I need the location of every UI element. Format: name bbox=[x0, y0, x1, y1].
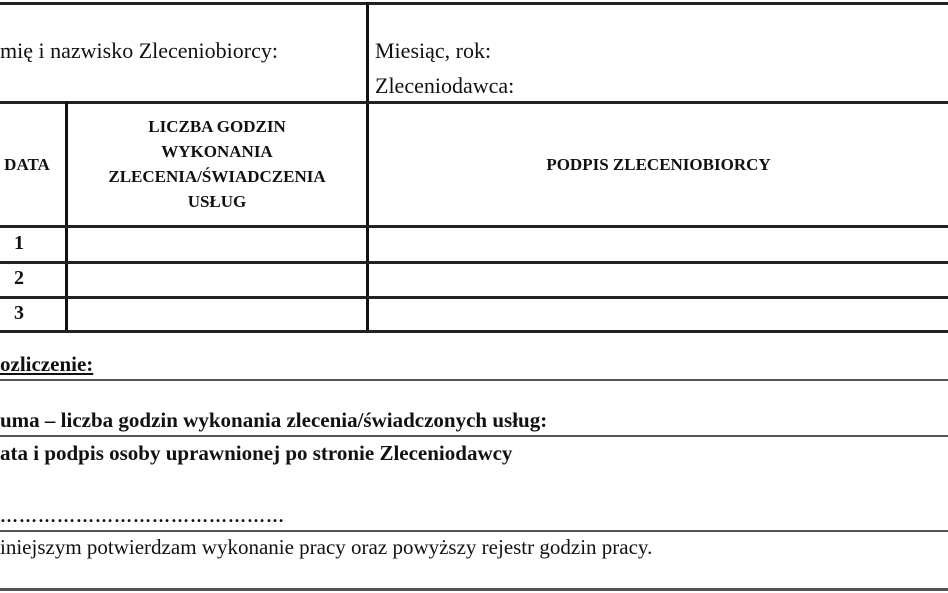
hours-cell[interactable] bbox=[68, 299, 366, 330]
signature-column-header: PODPIS ZLECENIOBIORCY bbox=[546, 155, 771, 174]
client-label: Zleceniodawca: bbox=[375, 73, 515, 98]
hours-cell[interactable] bbox=[68, 228, 366, 261]
table-row bbox=[0, 264, 948, 296]
sum-divider bbox=[0, 435, 948, 437]
hours-header-line-2: WYKONANIA bbox=[161, 142, 273, 161]
date-signature-label: ata i podpis osoby uprawnionej po stronie Zleceniodawcy bbox=[0, 441, 513, 465]
hours-column-header bbox=[68, 114, 366, 214]
contractor-name-label: mię i nazwisko Zleceniobiorcy: bbox=[0, 38, 278, 63]
top-border bbox=[0, 2, 948, 5]
row-day-number: 3 bbox=[14, 302, 24, 324]
date-column-header: DATA bbox=[4, 155, 50, 174]
row-3-bottom-border bbox=[0, 330, 948, 333]
hours-header-line-1: LICZBA GODZIN bbox=[148, 117, 286, 136]
row-day-number: 2 bbox=[14, 267, 24, 289]
table-row bbox=[0, 228, 948, 261]
table-top-border bbox=[0, 101, 948, 104]
bottom-border bbox=[0, 588, 948, 591]
signature-cell[interactable] bbox=[369, 228, 948, 261]
signature-cell[interactable] bbox=[369, 299, 948, 330]
sum-hours-label: uma – liczba godzin wykonania zlecenia/świadczonych usług: bbox=[0, 408, 548, 432]
hours-header-line-3: ZLECENIA/ŚWIADCZENIA bbox=[108, 167, 326, 186]
hours-header-line-4: USŁUG bbox=[187, 192, 247, 211]
signature-cell[interactable] bbox=[369, 264, 948, 296]
table-row bbox=[0, 299, 948, 330]
hours-cell[interactable] bbox=[68, 264, 366, 296]
confirmation-text: iniejszym potwierdzam wykonanie pracy oraz powyższy rejestr godzin pracy. bbox=[0, 535, 653, 559]
month-year-label: Miesiąc, rok: bbox=[375, 38, 492, 63]
settlement-heading: ozliczenie: bbox=[0, 352, 94, 376]
signature-dotted-line: ……………………………………… bbox=[0, 506, 285, 526]
settlement-divider bbox=[0, 379, 948, 381]
row-day-number: 1 bbox=[14, 232, 24, 254]
signature-divider bbox=[0, 530, 948, 532]
